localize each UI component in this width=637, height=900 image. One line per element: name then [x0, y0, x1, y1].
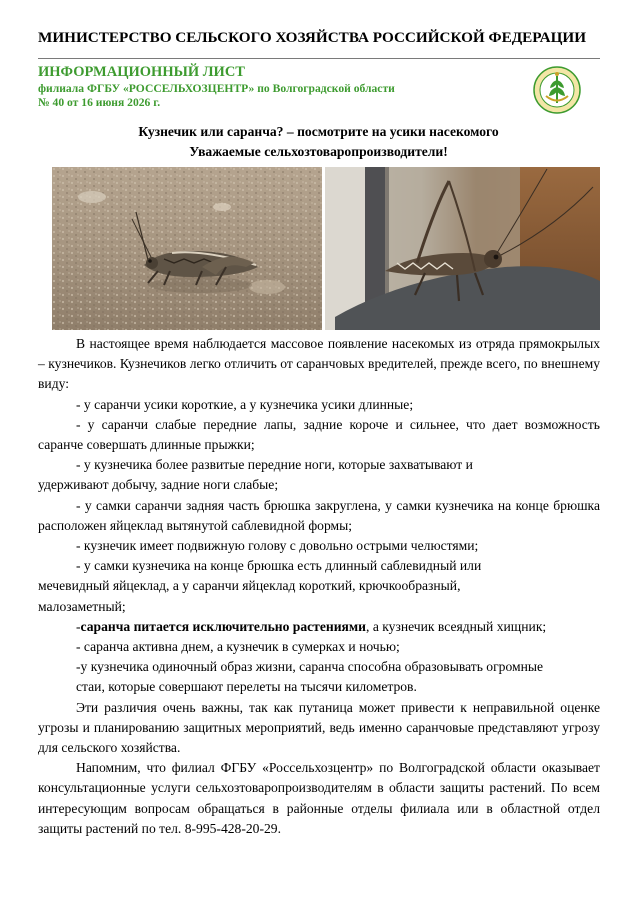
sheet-header [38, 64, 395, 110]
doc-type: ИНФОРМАЦИОННЫЙ ЛИСТ [38, 64, 245, 80]
list-item: стаи, которые совершают перелеты на тысячи километров. [76, 679, 417, 695]
grasshopper-on-ground-photo [52, 167, 322, 330]
header-divider [38, 58, 600, 59]
list-item-text: , а кузнечик всеядный хищник; [366, 618, 547, 634]
list-item: - у самки кузнечика на конце брюшка есть длинный саблевидный или [76, 558, 482, 574]
list-item: малозаметный; [38, 598, 126, 614]
rosselhozcenter-emblem-icon [533, 66, 581, 114]
list-item: -у кузнечика одиночный образ жизни, саранча способна образовывать огромные [76, 659, 544, 675]
list-item: удерживают добычу, задние ноги слабые; [38, 477, 279, 493]
sheet-body [38, 334, 600, 839]
issue-number: № 40 от 16 июня 2026 г. [38, 96, 161, 109]
list-item-dash: - [76, 618, 81, 634]
list-item: - саранча активна днем, а кузнечик в сумерках и ночью; [76, 639, 400, 655]
contact-paragraph: Напомним, что филиал ФГБУ «Россельхозцентр» по Волгоградской области оказывает консультационные услуги сельхозтоваропроизводителям в области защиты растений. По всем интересующим вопросам обращаться в районные отделы филиала или в областной отдел защиты растений по тел. 8-995-428-20-29. [38, 760, 600, 836]
sheet-title: Кузнечик или саранча? – посмотрите на усики насекомого [138, 124, 499, 139]
katydid-on-post-photo [325, 167, 600, 330]
ministry-title: МИНИСТЕРСТВО СЕЛЬСКОГО ХОЗЯЙСТВА РОССИЙСКОЙ ФЕДЕРАЦИИ [38, 29, 587, 46]
list-item: - у саранчи слабые передние лапы, задние короче и сильнее, что дает возможность саранче совершать длинные прыжки; [38, 416, 600, 453]
list-item [38, 617, 600, 637]
list-item: - у саранчи усики короткие, а у кузнечика усики длинные; [76, 396, 414, 412]
list-item: мечевидный яйцеклад, а у саранчи яйцеклад короткий, крючкообразный, [38, 578, 461, 594]
branch-name: филиала ФГБУ «РОССЕЛЬХОЗЦЕНТР» по Волгоградской области [38, 82, 395, 95]
sheet-greeting: Уважаемые сельхозтоваропроизводители! [189, 144, 448, 159]
list-item: - у самки саранчи задняя часть брюшка закруглена, у самки кузнечика на конце брюшка расположен яйцеклад вытянутой саблевидной формы; [38, 497, 600, 533]
intro-paragraph: В настоящее время наблюдается массовое появление насекомых из отряда прямокрылых – кузнечиков. Кузнечиков легко отличить от саранчовых вредителей, прежде всего, по внешнему виду: [38, 336, 600, 392]
importance-paragraph: Эти различия очень важны, так как путаница может привести к неправильной оценке угрозы и планированию защитных мероприятий, ведь именно саранчовые представляют угрозу для сельского хозяйства. [38, 699, 600, 756]
list-item: - кузнечик имеет подвижную голову с довольно острыми челюстями; [76, 538, 479, 554]
list-item: - у кузнечика более развитые передние ноги, которые захватывают и [76, 457, 473, 473]
list-item-emphasis: саранча питается исключительно растениями [80, 618, 367, 634]
